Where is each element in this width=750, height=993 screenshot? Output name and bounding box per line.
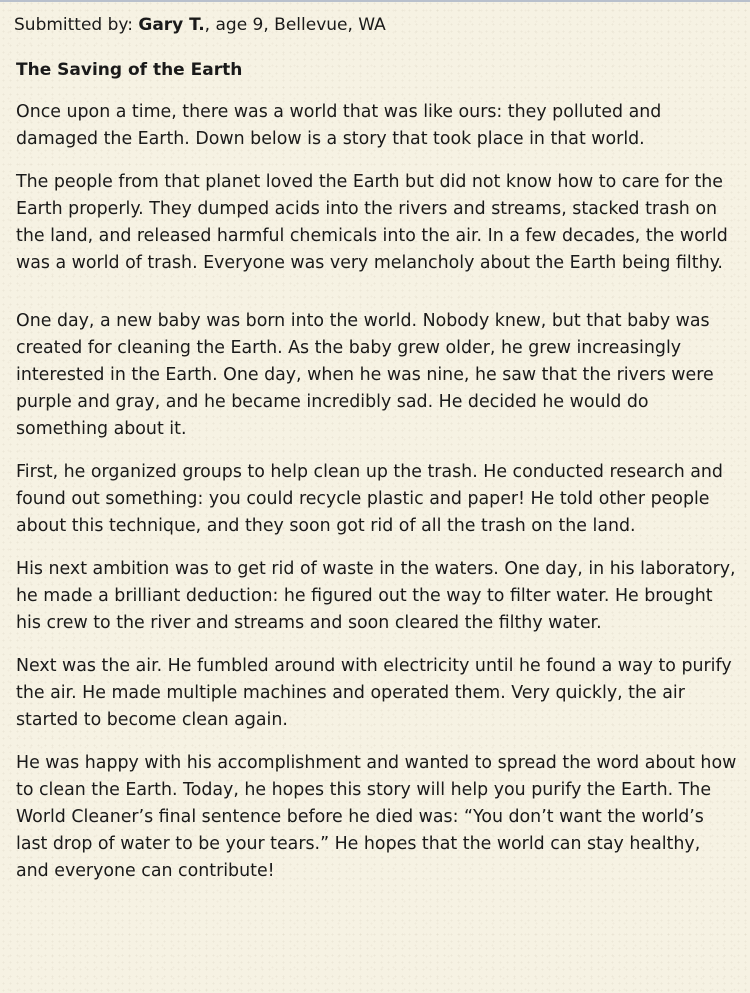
story-paragraph-7: He was happy with his accomplishment and wanted to spread the word about how to clean the Earth. Today, he hopes this story will help you purify the Earth. The World Cleaner’s final sentence before he died was: “You don’t want the world’s last drop of water to be your tears.” He hopes that the world can stay healthy, and everyone can contribute! [16,753,737,881]
story-paragraph-1: Once upon a time, there was a world that was like ours: they polluted and damaged the Earth. Down below is a story that took place in that world. [16,102,662,149]
byline-label: Submitted by: [14,15,139,35]
author-details: , age 9, Bellevue, WA [204,15,386,35]
byline [14,12,738,39]
story-paragraph-4: First, he organized groups to help clean up the trash. He conducted research and found out something: you could recycle plastic and paper! He told other people about this technique, and they soon got rid of all the trash on the land. [16,462,723,536]
story-paragraph-2: The people from that planet loved the Earth but did not know how to care for the Earth properly. They dumped acids into the rivers and streams, stacked trash on the land, and released harmful chemicals into the air. In a few decades, the world was a world of trash. Everyone was very melancholy about the Earth being filthy. [16,172,728,273]
story-title: The Saving of the Earth [16,60,243,80]
story-paragraph-5: His next ambition was to get rid of waste in the waters. One day, in his laboratory, he made a brilliant deduction: he figured out the way to filter water. He brought his crew to the river and streams and soon cleared the filthy water. [16,559,736,633]
story-container [14,12,738,885]
story-paragraph-3: One day, a new baby was born into the world. Nobody knew, but that baby was created for cleaning the Earth. As the baby grew older, he grew increasingly interested in the Earth. One day, when he was nine, he saw that the rivers were purple and gray, and he became incredibly sad. He decided he would do something about it. [16,311,714,439]
author-name: Gary T. [138,15,205,35]
top-divider [0,0,750,2]
story-paragraph-6: Next was the air. He fumbled around with electricity until he found a way to purify the air. He made multiple machines and operated them. Very quickly, the air started to become clean again. [16,656,732,730]
